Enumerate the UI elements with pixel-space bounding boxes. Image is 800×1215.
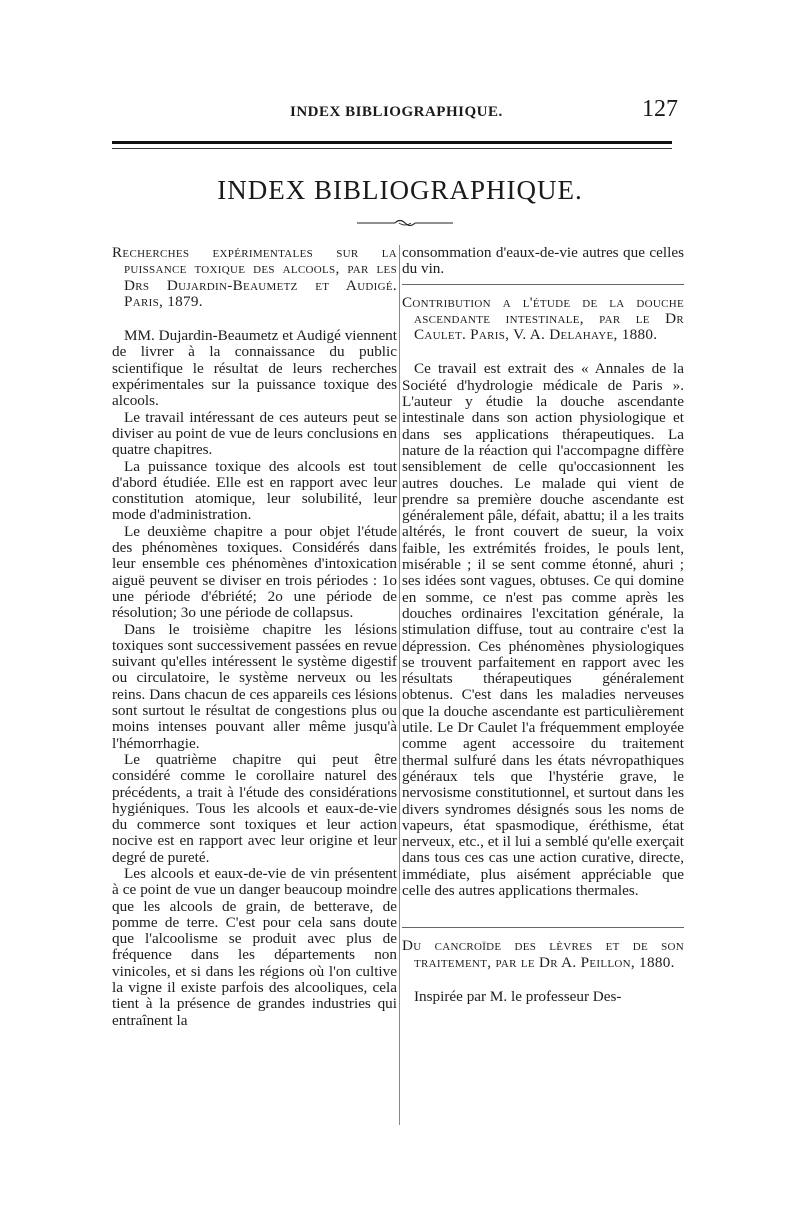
header-rule-thin	[112, 148, 672, 149]
running-head	[0, 92, 800, 132]
paragraph: Ce travail est extrait des « Annales de la Société d'hydrologie médicale de Paris ». L'auteur y étudie la douche ascendante intestinale dans son action physiologique et dans ses applications thérapeutiques. La nature de la réaction qui l'accompagne diffère sensiblement de celle qu'occasionnent les autres douches. Le malade qui vient de prendre sa première douche ascendante est généralement pâle, défait, abattu; il a les traits altérés, le front couvert de sueur, la voix faible, les extrémités froides, le pouls lent, misérable ; il se sent comme étonné, ahuri ; ses idées sont vagues, obtuses. Ce qui domine en somme, ce n'est pas comme après les douches ordinaires l'excitation générale, la stimulation diffuse, tout au contraire c'est la dépression. Ces phénomènes physiologiques se trouvent parfaitement en rapport avec les résultats thérapeutiques généralement obtenus. C'est dans les maladies nerveuses que la douche ascendante est particulièrement utile. Le Dr Caulet l'a fréquemment employée comme agent accessoire du traitement thermal sulfuré dans les états névropathiques généraux tels que l'hystérie grave, le nervosisme constitutionnel, et surtout dans les divers syndromes désignés sous les noms de vapeurs, état spasmodique, éréthisme, état nerveux, etc., et il lui a semblé qu'elle exerçait dans tous ces cas une action curative, directe, immédiate, plus aisément appréciable que celle des autres applications thermales.	[402, 360, 684, 899]
paragraph: Inspirée par M. le professeur Des-	[414, 987, 622, 1005]
column-divider	[399, 245, 400, 1125]
paragraph: La puissance toxique des alcools est tout d'abord étudiée. Elle est en rapport avec leur constitution atomique, leur solubilité, leur mode d'administration.	[112, 457, 397, 524]
entry-heading-cancroide: Du cancroïde des lèvres et de son traitement, par le Dr A. Peillon, 1880.	[402, 937, 684, 971]
page-number: 127	[642, 96, 678, 122]
paragraph: Le quatrième chapitre qui peut être considéré comme le corollaire naturel des précédents, a trait à l'étude des considérations hygiéniques. Tous les alcools et eaux-de-vie du commerce sont toxiques et leur action nocive est en rapport avec leur origine et leur degré de pureté.	[112, 750, 397, 866]
paragraph: Le deuxième chapitre a pour objet l'étude des phénomènes toxiques. Considérés dans leur ensemble ces phénomènes d'intoxication aiguë peuvent se diviser en trois périodes : 1o une période d'ébriété; 2o une période de résolution; 3o une période de collapsus.	[112, 522, 397, 622]
entry-heading-contribution: Contribution a l'étude de la douche ascendante intestinale, par le Dr Caulet. Paris, V. A. Delahaye, 1880.	[402, 293, 684, 344]
paragraph: Dans le troisième chapitre les lésions toxiques sont successivement passées en revue suivant qu'elles intéressent le système digestif ou circulatoire, le système nerveux ou les reins. Dans chacun de ces appareils ces lésions sont surtout le résultat de congestions plus ou moins intenses pouvant aller même jusqu'à l'hémorrhagie.	[112, 620, 397, 752]
right-column	[402, 245, 684, 1005]
left-column	[112, 245, 397, 1029]
entry-separator	[402, 284, 684, 285]
page-title: INDEX BIBLIOGRAPHIQUE.	[217, 175, 583, 205]
paragraph: MM. Dujardin-Beaumetz et Audigé viennent de livrer à la connaissance du public scientifique le résultat de leurs recherches expérimentales sur la puissance toxique des alcools.	[112, 327, 397, 410]
entry-separator	[402, 927, 684, 928]
header-rule-thick	[112, 141, 672, 144]
paragraph-continuation: consommation d'eaux-de-vie autres que celles du vin.	[402, 244, 684, 278]
running-head-title: INDEX BIBLIOGRAPHIQUE.	[290, 104, 503, 120]
paragraph: Les alcools et eaux-de-vie de vin présentent à ce point de vue un danger beaucoup moindre que les alcools de grain, de betterave, de pomme de terre. C'est pour cela sans doute que l'alcoolisme se produit avec plus de fréquence dans les départements non vinicoles, et si dans les régions où l'on cultive la vigne il existe parfois des alcooliques, cela tient à la présence de grandes industries qui entraînent la	[112, 864, 397, 1029]
entry-heading-recherches: Recherches expérimentales sur la puissance toxique des alcools, par les Drs Dujardin-Beaumetz et Audigé. Paris, 1879.	[112, 244, 397, 310]
ornament-divider-icon	[355, 218, 455, 228]
paragraph: Le travail intéressant de ces auteurs peut se diviser au point de vue de leurs conclusions en quatre chapitres.	[112, 408, 397, 459]
